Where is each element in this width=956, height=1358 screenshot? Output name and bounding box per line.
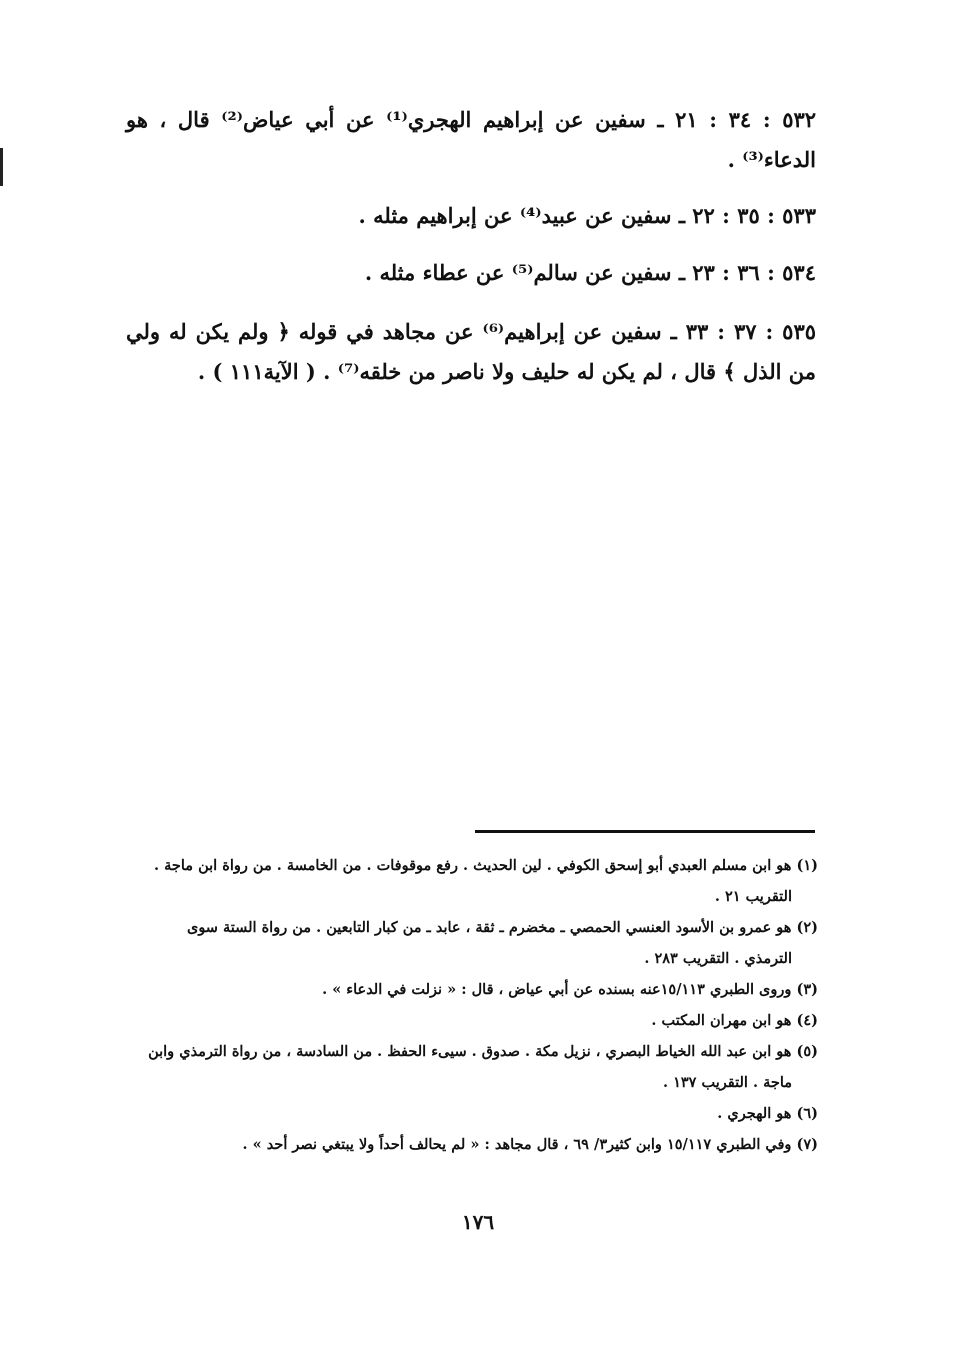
footnote-6 bbox=[128, 1098, 818, 1129]
footnote-7-text: (٧) وفي الطبري ١٥/١١٧ وابن كثير٣/ ٦٩ ، قال مجاهد : « لم يحالف أحداً ولا يبتغي نصر أحد » . bbox=[242, 1136, 818, 1153]
entry-535: ٥٣٥ : ٣٧ : ٣٣ ـ سفين عن إبراهيم⁽⁶⁾ عن مجاهد في قوله ﴿ ولم يكن له ولي من الذل ﴾ قال ، لم يكن له حليف ولا ناصر من خلقه⁽⁷⁾ . ( الآية١١١ ) . bbox=[126, 319, 817, 384]
footnote-6-text: (٦) هو الهجري . bbox=[717, 1105, 818, 1122]
footnotes bbox=[128, 850, 818, 1160]
footnote-3-text: (٣) وروى الطبري ١٥/١١٣عنه بسنده عن أبي عياض ، قال : « نزلت في الدعاء » . bbox=[322, 981, 818, 998]
footnote-2-text: (٢) هو عمرو بن الأسود العنسي الحمصي ـ مخضرم ـ ثقة ، عابد ـ من كبار التابعين . من رواة الستة سوى bbox=[186, 919, 818, 936]
footnote-4 bbox=[128, 1005, 818, 1036]
footnote-2 bbox=[128, 912, 818, 974]
entry-534: ٥٣٤ : ٣٦ : ٢٣ ـ سفين عن سالم⁽⁵⁾ عن عطاء مثله . bbox=[364, 260, 816, 285]
page-number: ١٧٦ bbox=[461, 1210, 495, 1234]
entry-533: ٥٣٣ : ٣٥ : ٢٢ ـ سفين عن عبيد⁽⁴⁾ عن إبراهيم مثله . bbox=[358, 203, 816, 228]
footnote-5 bbox=[128, 1036, 818, 1098]
footnote-1 bbox=[128, 850, 818, 912]
footnote-5-cont: ماجة . التقريب ١٣٧ . bbox=[662, 1074, 792, 1091]
entry-532: ٥٣٢ : ٣٤ : ٢١ ـ سفين عن إبراهيم الهجري⁽¹⁾ عن أبي عياض⁽²⁾ قال ، هو الدعاء⁽³⁾ . bbox=[126, 107, 817, 172]
footnote-2-cont: الترمذي . التقريب ٢٨٣ . bbox=[644, 950, 792, 967]
footnote-7 bbox=[128, 1129, 818, 1160]
footnote-3 bbox=[128, 974, 818, 1005]
footnote-1-cont: التقريب ٢١ . bbox=[714, 888, 792, 905]
footnote-1-text: (١) هو ابن مسلم العبدي أبو إسحق الكوفي . لين الحديث . رفع موقوفات . من الخامسة . من رواة ابن ماجة . bbox=[154, 857, 818, 874]
footnote-5-text: (٥) هو ابن عبد الله الخياط البصري ، نزيل مكة . صدوق . سيىء الحفظ . من السادسة ، من رواة الترمذي وابن bbox=[148, 1043, 818, 1060]
footnote-4-text: (٤) هو ابن مهران المكتب . bbox=[651, 1012, 818, 1029]
footnote-divider bbox=[475, 830, 815, 833]
